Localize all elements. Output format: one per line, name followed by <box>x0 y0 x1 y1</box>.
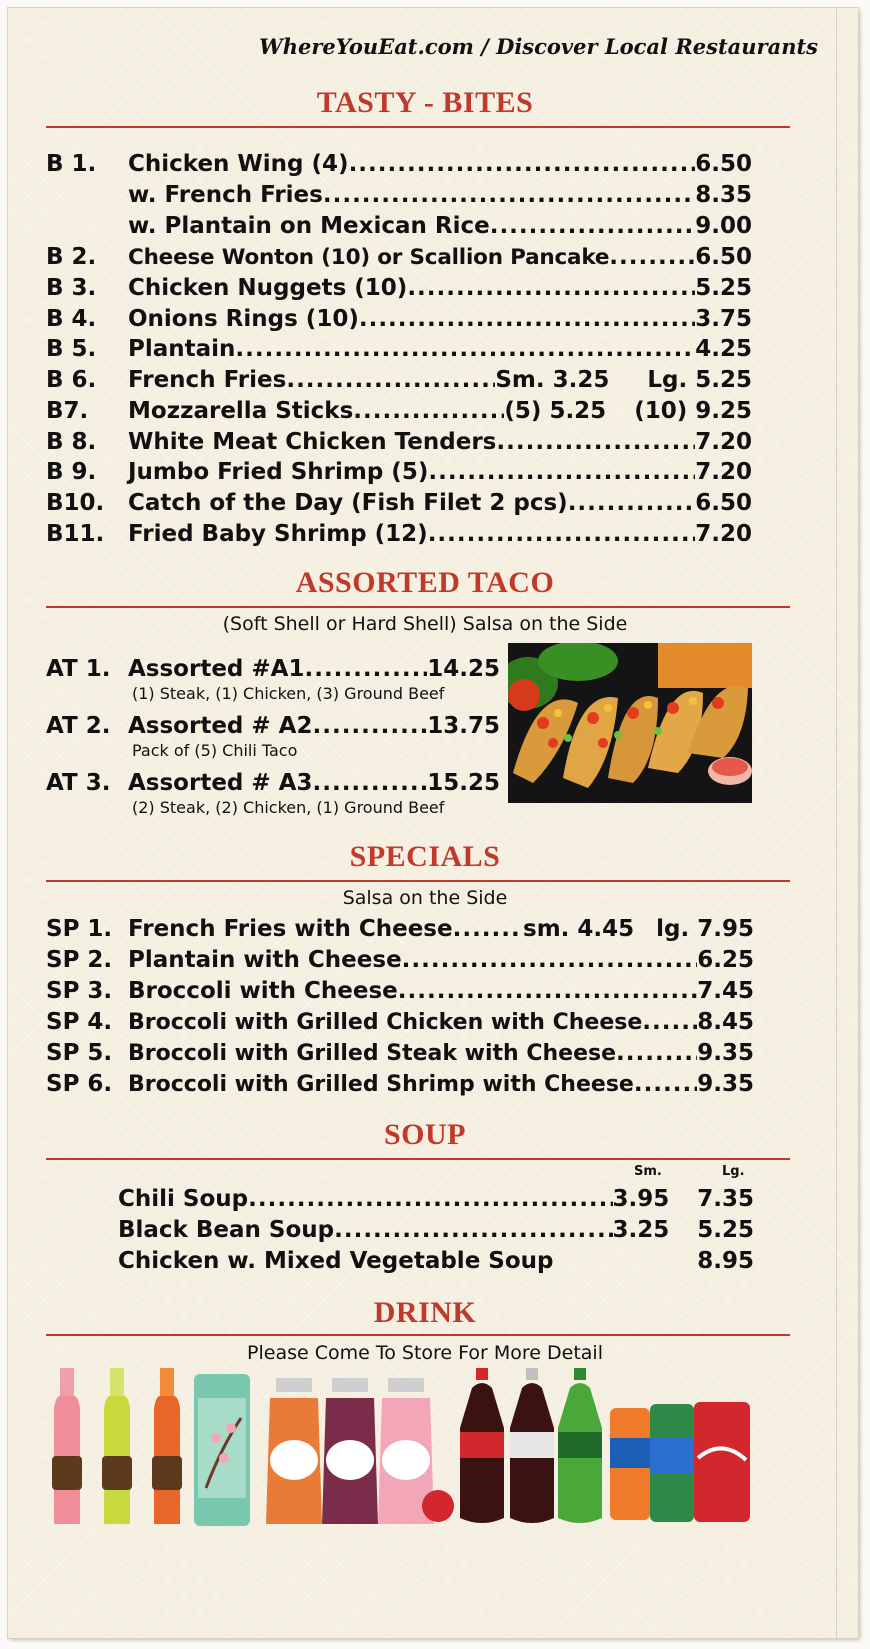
item-description: (2) Steak, (2) Chicken, (1) Ground Beef <box>132 798 445 817</box>
menu-item <box>46 149 752 179</box>
item-name: Assorted # A3 <box>128 770 313 796</box>
item-price: 9.35 <box>697 1040 754 1066</box>
item-code: AT 3. <box>46 770 111 796</box>
leader-dots <box>490 211 696 241</box>
section-rule <box>46 1334 790 1336</box>
item-name: Broccoli with Cheese <box>128 978 398 1004</box>
leader-dots <box>286 365 495 395</box>
item-name: Plantain with Cheese <box>128 947 402 973</box>
can-icon <box>650 1404 694 1522</box>
item-code: SP 3. <box>46 978 113 1004</box>
menu-item <box>46 711 500 741</box>
item-price-small: Sm. 3.25 <box>495 367 610 393</box>
item-code: B11. <box>46 521 105 547</box>
section-rule <box>46 1158 790 1160</box>
menu-item <box>46 1038 754 1069</box>
item-price: 7.20 <box>695 521 752 547</box>
item-code: B 2. <box>46 244 97 270</box>
item-name: Assorted #A1 <box>128 656 305 682</box>
item-name: w. Plantain on Mexican Rice <box>128 213 490 239</box>
taco-photo <box>508 643 752 803</box>
can-icon <box>694 1402 750 1522</box>
menu-item <box>46 396 752 426</box>
item-price: 6.50 <box>695 490 752 516</box>
section-rule <box>46 880 790 882</box>
item-price: 13.75 <box>427 713 500 739</box>
bottle-icon <box>460 1368 504 1523</box>
leader-dots <box>402 945 698 975</box>
bottle-icon <box>322 1378 378 1524</box>
menu-item <box>118 1246 754 1276</box>
menu-item <box>46 945 754 975</box>
leader-dots <box>334 1215 612 1245</box>
bottle-icon <box>510 1368 554 1523</box>
bottle-icon <box>152 1368 182 1524</box>
item-price-small: 3.95 <box>612 1186 670 1212</box>
leader-dots <box>609 242 695 272</box>
item-name: Fried Baby Shrimp (12) <box>128 521 428 547</box>
item-name: Chili Soup <box>118 1186 249 1212</box>
item-price: 3.75 <box>695 306 752 332</box>
leader-dots <box>323 180 695 210</box>
item-price: 4.25 <box>695 336 752 362</box>
leader-dots <box>304 654 427 684</box>
item-name: Broccoli with Grilled Steak with Cheese <box>128 1041 617 1066</box>
bottle-icon <box>266 1378 322 1524</box>
menu-item <box>46 304 752 334</box>
item-name: Assorted # A2 <box>128 713 313 739</box>
item-price-small: sm. 4.45 <box>523 916 635 942</box>
leader-dots <box>496 427 695 457</box>
item-price: 6.50 <box>695 244 752 270</box>
section-subtitle: Salsa on the Side <box>342 887 508 909</box>
can-icon <box>194 1374 250 1526</box>
item-price: 7.45 <box>697 978 754 1004</box>
item-code: B 3. <box>46 275 97 301</box>
section-title-tasty-bites: TASTY - BITES <box>316 86 534 119</box>
section-title-soup: SOUP <box>383 1118 466 1151</box>
bottle-icon <box>52 1368 82 1524</box>
leader-dots <box>634 1069 697 1099</box>
item-code: B 9. <box>46 459 97 485</box>
item-code: SP 1. <box>46 916 113 942</box>
site-watermark: WhereYouEat.com / Discover Local Restaurants <box>259 34 818 59</box>
item-price-small: (5) 5.25 <box>504 398 607 424</box>
item-code: AT 2. <box>46 713 111 739</box>
leader-dots <box>248 1184 612 1214</box>
item-description: Pack of (5) Chili Taco <box>132 741 298 760</box>
item-name: Broccoli with Grilled Shrimp with Cheese <box>128 1072 634 1097</box>
leader-dots <box>616 1038 697 1068</box>
item-code: B 5. <box>46 336 97 362</box>
menu-item <box>46 914 754 944</box>
menu-item <box>46 365 752 395</box>
item-price: 7.20 <box>695 459 752 485</box>
leader-dots <box>353 396 504 426</box>
item-price: 8.35 <box>695 182 752 208</box>
section-subtitle: (Soft Shell or Hard Shell) Salsa on the Side <box>222 613 628 635</box>
leader-dots <box>398 976 697 1006</box>
leader-dots <box>407 273 695 303</box>
item-name: Onions Rings (10) <box>128 306 359 332</box>
leader-dots <box>453 914 523 944</box>
menu-page <box>8 8 858 1638</box>
column-header-small: Sm. <box>634 1164 662 1179</box>
menu-item <box>46 273 752 303</box>
leader-dots <box>428 519 696 549</box>
item-code: B 8. <box>46 429 97 455</box>
section-subtitle: Please Come To Store For More Detail <box>247 1342 603 1364</box>
item-code: B10. <box>46 490 105 516</box>
item-code: SP 6. <box>46 1071 113 1097</box>
section-title-specials: SPECIALS <box>349 840 501 873</box>
item-price-large: 7.35 <box>697 1186 754 1212</box>
leader-dots <box>642 1007 697 1037</box>
section-title-drink: DRINK <box>373 1296 477 1329</box>
item-name: Broccoli with Grilled Chicken with Cheese <box>128 1010 643 1035</box>
item-code: B7. <box>46 398 89 424</box>
item-name: Chicken Wing (4) <box>128 151 349 177</box>
item-name: Jumbo Fried Shrimp (5) <box>128 459 429 485</box>
menu-item <box>46 654 500 684</box>
leader-dots <box>235 334 695 364</box>
bottle-icon <box>102 1368 132 1524</box>
menu-item <box>46 488 752 518</box>
menu-item <box>46 1007 754 1038</box>
item-code: B 4. <box>46 306 97 332</box>
leader-dots <box>349 149 696 179</box>
leader-dots <box>312 711 427 741</box>
item-price-large: lg. 7.95 <box>656 916 754 942</box>
leader-dots <box>428 457 695 487</box>
item-name: Plantain <box>128 336 236 362</box>
item-code: B 6. <box>46 367 97 393</box>
item-price: 8.45 <box>697 1009 754 1035</box>
menu-item <box>46 457 752 487</box>
menu-item <box>46 242 752 273</box>
menu-item <box>46 519 752 549</box>
can-icon <box>610 1408 650 1520</box>
item-price-large: Lg. 5.25 <box>647 367 752 393</box>
item-price-large: 8.95 <box>697 1248 754 1274</box>
item-price: 9.35 <box>697 1071 754 1097</box>
item-price: 5.25 <box>695 275 752 301</box>
column-header-large: Lg. <box>722 1164 745 1179</box>
drinks-photo <box>46 1368 790 1528</box>
item-code: B 1. <box>46 151 97 177</box>
item-name: Mozzarella Sticks <box>128 398 354 424</box>
leader-dots <box>312 768 427 798</box>
leader-dots <box>359 304 695 334</box>
item-name: Black Bean Soup <box>118 1217 335 1243</box>
menu-item <box>118 1215 754 1245</box>
section-title-assorted-taco: ASSORTED TACO <box>295 566 555 599</box>
menu-item <box>46 1069 754 1100</box>
item-price-small: 3.25 <box>612 1217 670 1243</box>
menu-item <box>46 180 752 210</box>
item-price: 7.20 <box>695 429 752 455</box>
menu-item <box>118 1184 754 1214</box>
item-name: Chicken w. Mixed Vegetable Soup <box>118 1248 554 1274</box>
item-code: SP 2. <box>46 947 113 973</box>
item-price-large: 5.25 <box>697 1217 754 1243</box>
section-rule <box>46 126 790 128</box>
item-description: (1) Steak, (1) Chicken, (3) Ground Beef <box>132 684 445 703</box>
drinks-illustration <box>46 1368 790 1528</box>
item-price-large: (10) 9.25 <box>634 398 752 424</box>
page-fold <box>836 8 837 1638</box>
item-price: 14.25 <box>427 656 500 682</box>
taco-illustration <box>508 643 752 803</box>
item-price: 6.50 <box>695 151 752 177</box>
item-name: w. French Fries <box>128 182 323 208</box>
menu-item <box>46 334 752 364</box>
item-code: SP 5. <box>46 1040 113 1066</box>
menu-item <box>46 211 752 241</box>
item-name: French Fries with Cheese <box>128 916 453 942</box>
menu-item <box>46 427 752 457</box>
item-code: SP 4. <box>46 1009 113 1035</box>
leader-dots <box>568 488 696 518</box>
menu-item <box>46 768 500 798</box>
item-name: Cheese Wonton (10) or Scallion Pancake <box>128 245 610 270</box>
item-name: Catch of the Day (Fish Filet 2 pcs) <box>128 490 568 516</box>
section-rule <box>46 606 790 608</box>
item-price: 15.25 <box>427 770 500 796</box>
item-name: French Fries <box>128 367 287 393</box>
bottle-icon <box>558 1368 602 1523</box>
item-code: AT 1. <box>46 656 111 682</box>
item-price: 9.00 <box>695 213 752 239</box>
item-price: 6.25 <box>697 947 754 973</box>
item-name: Chicken Nuggets (10) <box>128 275 408 301</box>
item-name: White Meat Chicken Tenders <box>128 429 497 455</box>
menu-item <box>46 976 754 1006</box>
